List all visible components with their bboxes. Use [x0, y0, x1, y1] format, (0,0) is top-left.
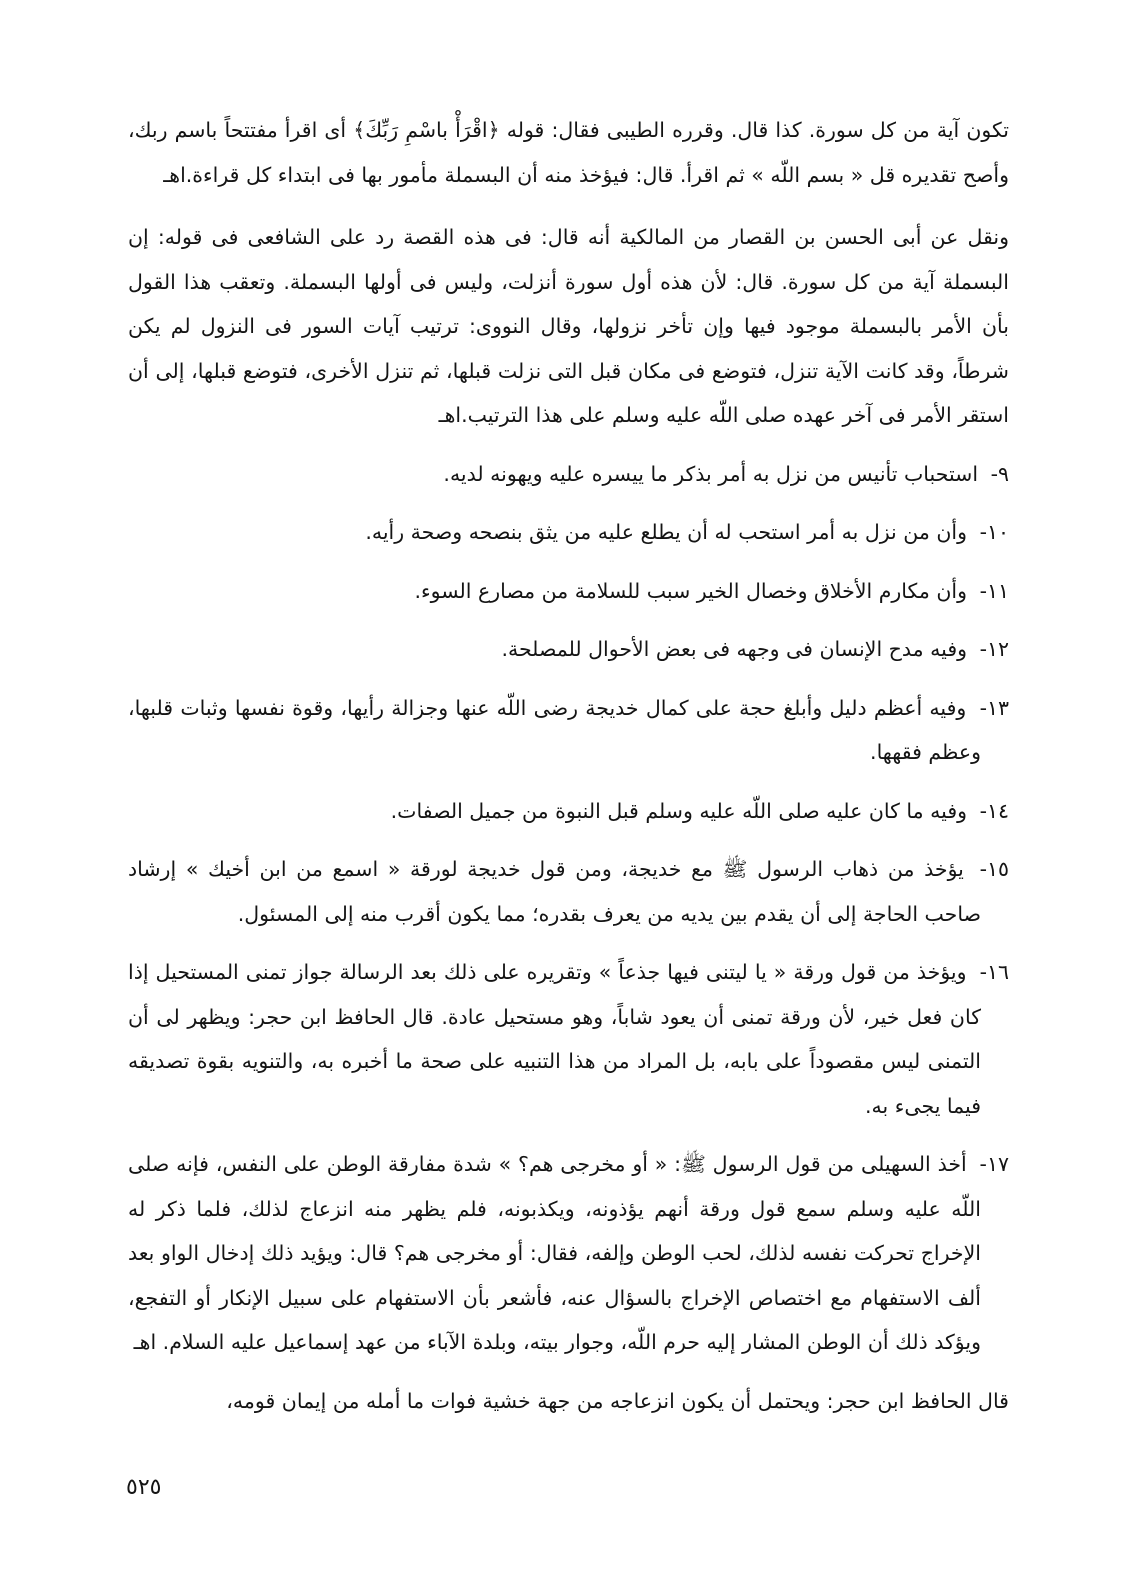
- list-item: [128, 510, 1009, 555]
- text-body: [128, 108, 1009, 1437]
- list-item-number: ١٠-: [979, 520, 1009, 544]
- paragraph: تكون آية من كل سورة. كذا قال. وقرره الطيبى فقال: قوله ﴿اقْرَأْ باسْمِ رَبِّكَ﴾ أى اقرأ مفتتحاً باسم ربك، وأصح تقديره قل « بسم اللّه » ثم اقرأ. قال: فيؤخذ منه أن البسملة مأمور بها فى ابتداء كل قراءة.اهـ: [128, 118, 1009, 187]
- list-item: [128, 847, 1009, 936]
- list-item: [128, 950, 1009, 1128]
- list-item-number: ١٦-: [979, 960, 1009, 984]
- list-item-number: ١١-: [979, 578, 1009, 603]
- list-item-number: ١٣-: [979, 695, 1009, 720]
- list-item: [128, 1142, 1009, 1365]
- list-item: [128, 627, 1009, 672]
- list-item-text: ويؤخذ من قول ورقة « يا ليتنى فيها جذعاً » وتقريره على ذلك بعد الرسالة جواز تمنى المستحيل إذا كان فعل خير، لأن ورقة تمنى أن يعود شاباً، وهو مستحيل عادة. قال الحافظ ابن حجر: ويظهر لى أن التمنى ليس مقصوداً على بابه، بل المراد من هذا التنبيه على صحة ما أخبره به، والتنويه بقوة تصديقه فيما يجىء به.: [128, 960, 981, 1118]
- list-item: [128, 569, 1009, 614]
- list-item-number: ٩-: [990, 461, 1009, 486]
- list-item: [128, 452, 1009, 497]
- closing-paragraph: قال الحافظ ابن حجر: ويحتمل أن يكون انزعاجه من جهة خشية فوات ما أمله من إيمان قومه،: [226, 1388, 1009, 1413]
- list-item-number: ١٥-: [979, 857, 1009, 881]
- list-item-text: وأن مكارم الأخلاق وخصال الخير سبب للسلامة من مصارع السوء.: [414, 578, 968, 603]
- list-item-text: وفيه مدح الإنسان فى وجهه فى بعض الأحوال للمصلحة.: [501, 637, 968, 661]
- list-item-text: وفيه أعظم دليل وأبلغ حجة على كمال خديجة رضى اللّه عنها وجزالة رأيها، وقوة نفسها وثبات قلبها، وعظم فقهها.: [128, 695, 981, 764]
- paragraph: ونقل عن أبى الحسن بن القصار من المالكية أنه قال: فى هذه القصة رد على الشافعى فى قوله: إن البسملة آية من كل سورة. قال: لأن هذه أول سورة أنزلت، وليس فى أولها البسملة. وتعقب هذا القول بأن الأمر بالبسملة موجود فيها وإن تأخر نزولها، وقال النووى: ترتيب آيات السور فى النزول لم يكن شرطاً، وقد كانت الآية تنزل، فتوضع فى مكان قبل التى نزلت قبلها، ثم تنزل الأخرى، فتوضع قبلها، إلى أن استقر الأمر فى آخر عهده صلى اللّه عليه وسلم على هذا الترتيب.اهـ: [128, 225, 1009, 427]
- list-item-text: وأن من نزل به أمر استحب له أن يطلع عليه من يثق بنصحه وصحة رأيه.: [365, 520, 968, 544]
- list-item-number: ١٤-: [979, 798, 1009, 823]
- list-item-text: وفيه ما كان عليه صلى اللّه عليه وسلم قبل النبوة من جميل الصفات.: [390, 798, 968, 823]
- list-item-text: يؤخذ من ذهاب الرسول ﷺ مع خديجة، ومن قول خديجة لورقة « اسمع من ابن أخيك » إرشاد صاحب الحاجة إلى أن يقدم بين يديه من يعرف بقدره؛ مما يكون أقرب منه إلى المسئول.: [128, 857, 981, 926]
- list-item-text: أخذ السهيلى من قول الرسول ﷺ: « أو مخرجى هم؟ » شدة مفارقة الوطن على النفس، فإنه صلى اللّه عليه وسلم سمع قول ورقة أنهم يؤذونه، ويكذبونه، فلم يظهر منه انزعاج لذلك، فلما ذكر له الإخراج تحركت نفسه لذلك، لحب الوطن وإلفه، فقال: أو مخرجى هم؟ قال: ويؤيد ذلك إدخال الواو بعد ألف الاستفهام مع اختصاص الإخراج بالسؤال عنه، فأشعر بأن الاستفهام على سبيل الإنكار أو التفجع، ويؤكد ذلك أن الوطن المشار إليه حرم اللّه، وجوار بيته، وبلدة الآباء من عهد إسماعيل عليه السلام. اهـ: [128, 1152, 981, 1354]
- list-item: [128, 789, 1009, 834]
- list-item-number: ١٧-: [979, 1152, 1009, 1176]
- list-item-text: استحباب تأنيس من نزل به أمر بذكر ما ييسره عليه ويهونه لديه.: [443, 461, 979, 486]
- list-item-number: ١٢-: [979, 637, 1009, 661]
- page-number: ٥٢٥: [126, 1475, 162, 1500]
- list-item: [128, 686, 1009, 775]
